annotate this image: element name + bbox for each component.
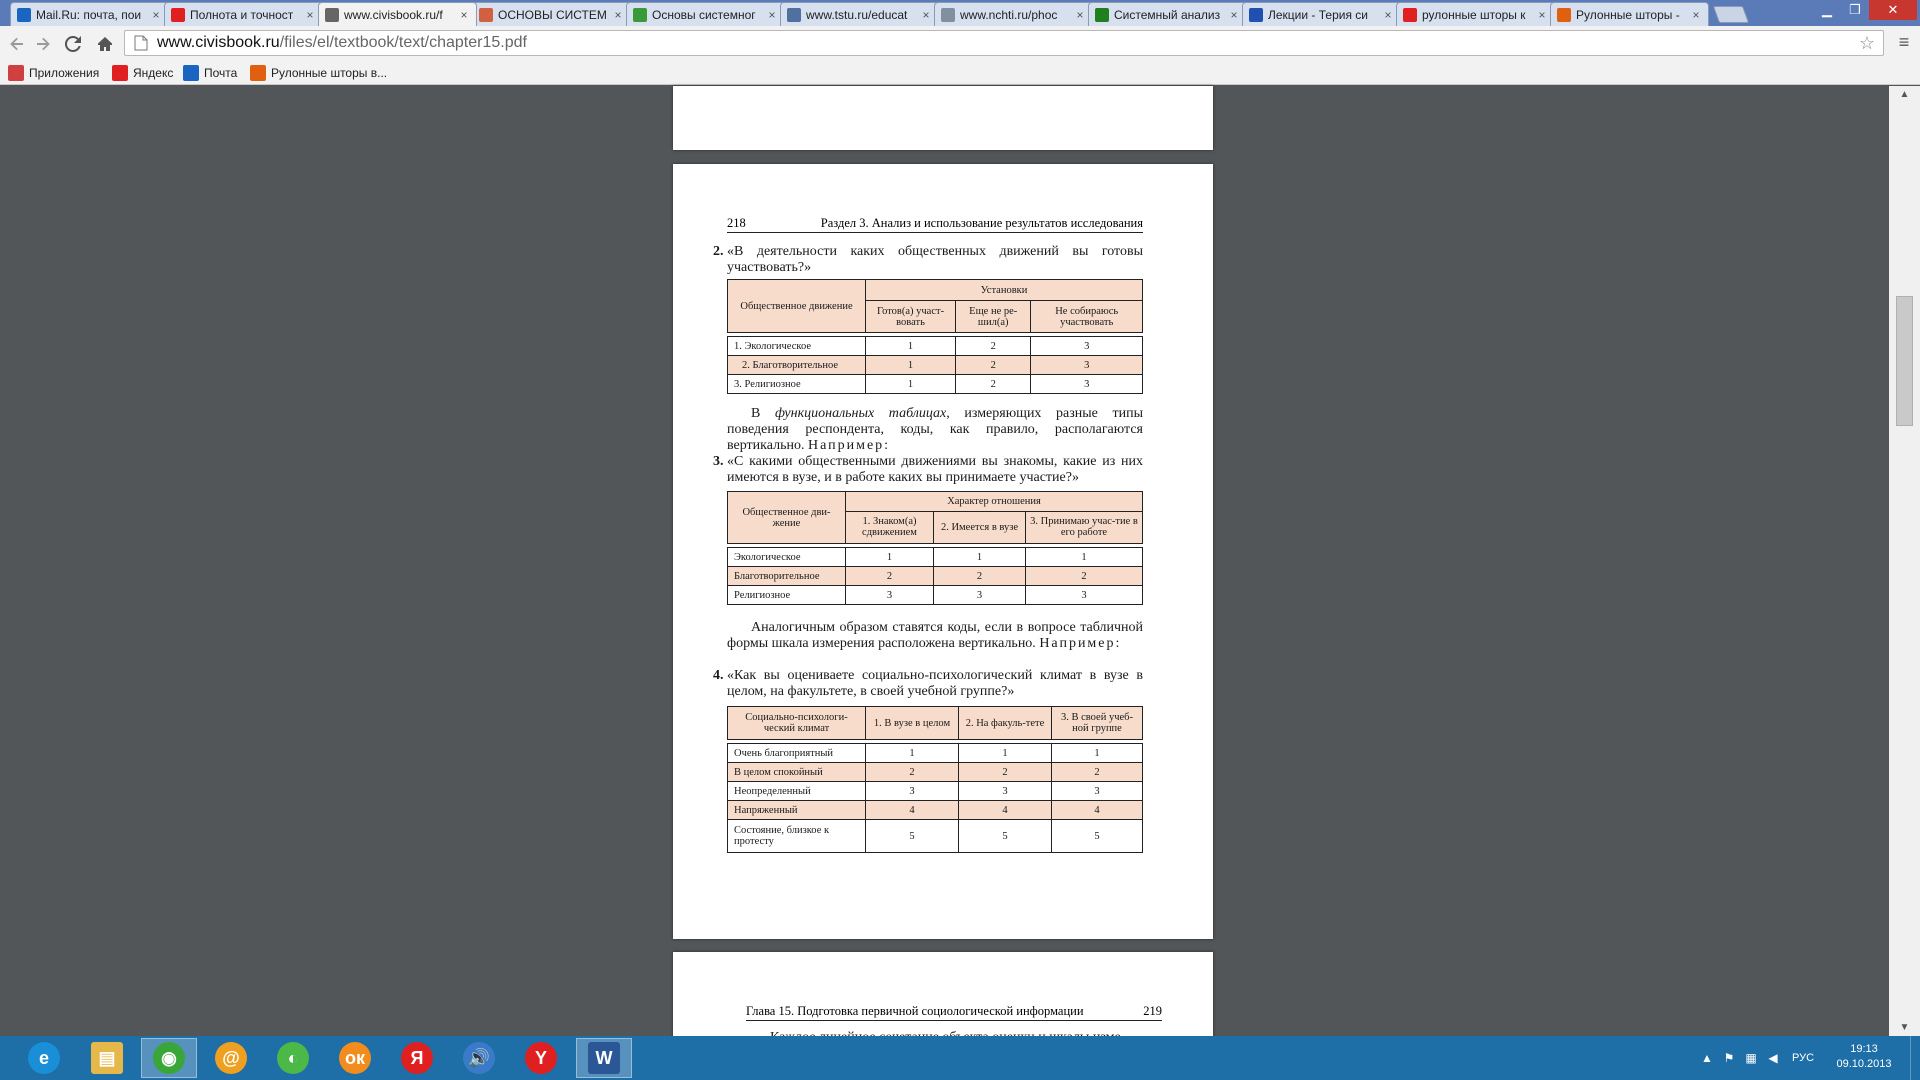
table-cell: 2 xyxy=(1026,567,1143,586)
table-column-header: Не собираюсь участвовать xyxy=(1031,301,1143,333)
taskbar-button[interactable] xyxy=(203,1038,259,1078)
table-cell: 1 xyxy=(866,356,956,375)
close-tab-icon[interactable]: × xyxy=(1692,7,1700,22)
bookmark-label: Приложения xyxy=(29,65,100,80)
b-icon xyxy=(633,8,647,22)
taskbar-button[interactable] xyxy=(513,1038,569,1078)
tab-title: ОСНОВЫ СИСТЕМ xyxy=(498,7,607,22)
arrow-icon xyxy=(1557,8,1571,22)
table-row xyxy=(728,337,1143,356)
running-head-title: Раздел 3. Анализ и использование результатов исследования xyxy=(820,216,1143,230)
table-cell: 1 xyxy=(866,375,956,394)
tab[interactable] xyxy=(1396,2,1555,26)
example-label: Например: xyxy=(807,438,891,453)
table-cell: 3 xyxy=(846,586,934,605)
taskbar-button[interactable] xyxy=(389,1038,445,1078)
table-attitude xyxy=(727,491,1143,605)
bookmark-item[interactable] xyxy=(183,63,237,82)
mail-agent-icon: @ xyxy=(215,1042,247,1074)
tab-title: Лекции - Терия си xyxy=(1268,7,1368,22)
paragraph-text: Аналогичным образом ставятся коды, если в вопросе табличной формы шкала измерения расположена вертикально. xyxy=(727,620,1143,651)
close-tab-icon[interactable]: × xyxy=(768,7,776,22)
table-row-label: В целом спокойный xyxy=(728,763,866,782)
tab[interactable] xyxy=(1242,2,1401,26)
question-3 xyxy=(713,454,1143,486)
page-number: 219 xyxy=(1143,1004,1162,1018)
ie-icon: e xyxy=(28,1042,60,1074)
table-column-header: 3. Принимаю учас-тие в его работе xyxy=(1026,511,1143,543)
taskbar-button[interactable] xyxy=(265,1038,321,1078)
table-cell: 3 xyxy=(1031,337,1143,356)
clock-time: 19:13 xyxy=(1850,1043,1878,1055)
table-cell: 2 xyxy=(846,567,934,586)
yandex-icon: Y xyxy=(525,1042,557,1074)
system-tray xyxy=(1696,1036,1824,1080)
pdf-page-previous xyxy=(673,86,1213,150)
table-cell: 2 xyxy=(959,763,1052,782)
paragraph-functional-tables xyxy=(727,406,1143,454)
table-cell: 4 xyxy=(959,801,1052,820)
language-indicator[interactable]: РУС xyxy=(1792,1052,1815,1064)
table-cell: 5 xyxy=(959,820,1052,853)
home-icon xyxy=(97,36,113,52)
bookmarks-bar xyxy=(0,60,1920,85)
tab-title: www.tstu.ru/educat xyxy=(806,7,908,22)
url-path: /files/el/textbook/text/chapter15.pdf xyxy=(279,34,527,51)
table-row-header: Социально-психологи-ческий климат xyxy=(728,707,866,740)
table-cell: 4 xyxy=(866,801,959,820)
paragraph-analogous xyxy=(727,620,1143,652)
table-column-header: Готов(а) участ-вовать xyxy=(866,301,956,333)
table-cell: 1 xyxy=(866,337,956,356)
volume-app-icon: 🔊 xyxy=(463,1042,495,1074)
example-label: Например: xyxy=(1039,636,1122,651)
table-cell: 4 xyxy=(1052,801,1143,820)
browser-toolbar xyxy=(0,26,1920,60)
table-cell: 1 xyxy=(866,744,959,763)
table-row-header: Общественное движение xyxy=(728,280,866,333)
bookmark-label: Рулонные шторы в... xyxy=(271,65,388,80)
globe-icon xyxy=(941,8,955,22)
windows-taskbar xyxy=(0,1036,1920,1080)
table-column-header: 3. В своей учеб-ной группе xyxy=(1052,707,1143,740)
table-row xyxy=(728,763,1143,782)
table-row xyxy=(728,782,1143,801)
tab-title: Системный анализ xyxy=(1114,7,1221,22)
table-cell: 2 xyxy=(956,337,1031,356)
scrollbar-thumb[interactable] xyxy=(1896,296,1913,426)
menu-icon[interactable]: ≡ xyxy=(1898,32,1910,52)
table-row xyxy=(728,567,1143,586)
clock[interactable] xyxy=(1836,1042,1892,1072)
table-column-header: 1. В вузе в целом xyxy=(866,707,959,740)
mailru-icon xyxy=(17,8,31,22)
table-column-header: 1. Знаком(а) сдвижением xyxy=(846,511,934,543)
table-group-header: Характер отношения xyxy=(846,492,1143,512)
table-social-movements xyxy=(727,279,1143,394)
table-cell: 3 xyxy=(1031,356,1143,375)
tab[interactable] xyxy=(318,2,477,26)
table-cell: 2 xyxy=(956,375,1031,394)
arrow-left-icon xyxy=(9,36,25,52)
yandex-icon xyxy=(171,8,185,22)
table-row-label: 1. Экологическое xyxy=(728,337,866,356)
apps-icon xyxy=(8,65,24,81)
table-cell: 2 xyxy=(1052,763,1143,782)
table-cell: 1 xyxy=(934,548,1026,567)
tab-title: Рулонные шторы - xyxy=(1576,7,1680,22)
paragraph-text: В xyxy=(751,406,775,421)
table-cell: 2 xyxy=(956,356,1031,375)
table-cell: 3 xyxy=(866,782,959,801)
icq-icon: ◐ xyxy=(277,1042,309,1074)
close-tab-icon[interactable]: × xyxy=(1230,7,1238,22)
question-number: 3. xyxy=(713,454,724,469)
table-column-header: 2. На факуль-тете xyxy=(959,707,1052,740)
table-cell: 2 xyxy=(934,567,1026,586)
pdf-viewer[interactable] xyxy=(0,86,1889,1036)
page-icon xyxy=(787,8,801,22)
taskbar-button[interactable] xyxy=(327,1038,383,1078)
question-text: «Как вы оцениваете социально-психологический климат в вузе в целом, на факультете, в своей учебной группе?» xyxy=(727,668,1143,699)
table-row xyxy=(728,356,1143,375)
question-text: «В деятельности каких общественных движений вы готовы участвовать?» xyxy=(727,244,1143,275)
tab-title: рулонные шторы к xyxy=(1422,7,1526,22)
table-cell: 3 xyxy=(1026,586,1143,605)
table-row-label: Очень благоприятный xyxy=(728,744,866,763)
volume-icon[interactable]: ◀ xyxy=(1768,1051,1778,1065)
paragraph-italic: функциональных таблицах xyxy=(774,406,947,421)
question-4 xyxy=(713,668,1143,700)
taskbar-button[interactable] xyxy=(141,1038,197,1078)
table-cell: 3 xyxy=(1052,782,1143,801)
tab-title: Mail.Ru: почта, пои xyxy=(36,7,142,22)
running-head xyxy=(727,216,1143,233)
table-cell: 1 xyxy=(959,744,1052,763)
close-tab-icon[interactable]: × xyxy=(1384,7,1392,22)
taskbar-button[interactable] xyxy=(79,1038,135,1078)
table-row xyxy=(728,586,1143,605)
table-cell: 3 xyxy=(934,586,1026,605)
civisbook-icon xyxy=(325,8,339,22)
tab[interactable] xyxy=(164,2,323,26)
odnoklassniki-icon: ок xyxy=(339,1042,371,1074)
tab-title: Полнота и точност xyxy=(190,7,294,22)
forward-button[interactable] xyxy=(32,33,54,55)
tab[interactable] xyxy=(626,2,785,26)
scroll-up-icon[interactable]: ▲ xyxy=(1899,89,1910,100)
tab[interactable] xyxy=(472,2,631,26)
network-icon[interactable]: ▦ xyxy=(1745,1051,1757,1065)
bookmark-label: Почта xyxy=(204,65,238,80)
running-head-title: Глава 15. Подготовка первичной социологической информации xyxy=(746,1004,1084,1018)
close-tab-icon[interactable]: × xyxy=(922,7,930,22)
tab[interactable] xyxy=(780,2,939,26)
table-cell: 5 xyxy=(866,820,959,853)
table-row-label: Экологическое xyxy=(728,548,846,567)
paragraph-text: , измеряющих разные типы поведения респондента, коды, как правило, располагаются вертикально. xyxy=(727,406,1143,453)
new-tab-button[interactable] xyxy=(1713,6,1749,23)
mail-icon xyxy=(183,65,199,81)
question-2 xyxy=(713,244,1143,276)
lecture-icon xyxy=(1249,8,1263,22)
tab-title: Основы системног xyxy=(652,7,756,22)
table-cell: 3 xyxy=(1031,375,1143,394)
bookmark-star-icon[interactable]: ☆ xyxy=(1858,33,1875,53)
address-bar[interactable] xyxy=(124,30,1884,56)
question-number: 4. xyxy=(713,668,724,683)
running-head xyxy=(746,1004,1162,1021)
table-cell: 1 xyxy=(846,548,934,567)
clock-date: 09.10.2013 xyxy=(1836,1058,1892,1070)
vertical-scrollbar[interactable] xyxy=(1889,86,1920,1036)
reload-icon xyxy=(65,36,81,52)
table-cell: 5 xyxy=(1052,820,1143,853)
chrome-icon: ◉ xyxy=(153,1042,185,1074)
tab-title: www.civisbook.ru/f xyxy=(344,7,443,22)
table-cell: 2 xyxy=(866,763,959,782)
tab[interactable] xyxy=(10,2,169,26)
bookmark-item[interactable] xyxy=(112,63,173,82)
reload-button[interactable] xyxy=(62,33,84,55)
tab[interactable] xyxy=(1088,2,1247,26)
table-column-header: 2. Имеется в вузе xyxy=(934,511,1026,543)
table-row-label: 3. Религиозное xyxy=(728,375,866,394)
table-row-label: Благотворительное xyxy=(728,567,846,586)
flag-icon[interactable]: ⚑ xyxy=(1723,1051,1735,1065)
yandex-browser-icon: Я xyxy=(401,1042,433,1074)
show-desktop-button[interactable] xyxy=(1910,1036,1920,1080)
close-tab-icon[interactable]: × xyxy=(152,7,160,22)
page-number: 218 xyxy=(727,216,746,230)
tab[interactable] xyxy=(934,2,1093,26)
tab[interactable] xyxy=(1550,2,1709,26)
close-tab-icon[interactable]: × xyxy=(614,7,622,22)
close-tab-icon[interactable]: × xyxy=(460,7,468,22)
close-tab-icon[interactable]: × xyxy=(306,7,314,22)
arrow-icon xyxy=(250,65,266,81)
word-icon: W xyxy=(588,1042,620,1074)
home-button[interactable] xyxy=(94,33,116,55)
table-row xyxy=(728,820,1143,853)
table-row xyxy=(728,548,1143,567)
table-climate xyxy=(727,706,1143,853)
table-row-header: Общественное дви-жение xyxy=(728,492,846,544)
close-tab-icon[interactable]: × xyxy=(1538,7,1546,22)
table-row xyxy=(728,375,1143,394)
table-group-header: Установки xyxy=(866,280,1143,301)
table-row-label: Неопределенный xyxy=(728,782,866,801)
bookmark-item[interactable] xyxy=(8,63,99,82)
arrow-right-icon xyxy=(35,36,51,52)
show-hidden-icons-icon[interactable]: ▲ xyxy=(1701,1051,1713,1065)
close-tab-icon[interactable]: × xyxy=(1076,7,1084,22)
taskbar-button[interactable] xyxy=(576,1038,632,1078)
tab-strip xyxy=(0,0,1920,26)
back-button[interactable] xyxy=(6,33,28,55)
site-icon xyxy=(479,8,493,22)
question-number: 2. xyxy=(713,244,724,259)
table-row xyxy=(728,801,1143,820)
table-row-label: 2. Благотворительное xyxy=(728,356,866,375)
pdf-page-218 xyxy=(673,164,1213,939)
tab-title: www.nchti.ru/phoc xyxy=(960,7,1058,22)
table-row-label: Напряженный xyxy=(728,801,866,820)
url-host: www.civisbook.ru xyxy=(157,34,280,51)
table-column-header: Еще не ре-шил(а) xyxy=(956,301,1031,333)
bookmark-item[interactable] xyxy=(250,63,387,82)
yandex-icon xyxy=(1403,8,1417,22)
grid-icon xyxy=(1095,8,1109,22)
table-cell: 1 xyxy=(1026,548,1143,567)
minimize-button[interactable]: ▁ xyxy=(1822,2,1832,17)
close-window-button[interactable]: ✕ xyxy=(1869,0,1917,20)
table-row-label: Религиозное xyxy=(728,586,846,605)
table-cell: 1 xyxy=(1052,744,1143,763)
table-row-label: Состояние, близкое к протесту xyxy=(728,820,866,853)
explorer-icon: ▤ xyxy=(91,1042,123,1074)
bookmark-label: Яндекс xyxy=(133,65,174,80)
table-row xyxy=(728,744,1143,763)
taskbar-button[interactable] xyxy=(16,1038,72,1078)
maximize-button[interactable]: ❐ xyxy=(1849,2,1861,17)
scroll-down-icon[interactable]: ▼ xyxy=(1899,1022,1910,1033)
table-cell: 3 xyxy=(959,782,1052,801)
taskbar-button[interactable] xyxy=(451,1038,507,1078)
question-text: «С какими общественными движениями вы знакомы, какие из них имеются в вузе, и в работе каких вы принимаете участие?» xyxy=(727,454,1143,485)
yandex-icon xyxy=(112,65,128,81)
page-icon xyxy=(131,33,151,53)
